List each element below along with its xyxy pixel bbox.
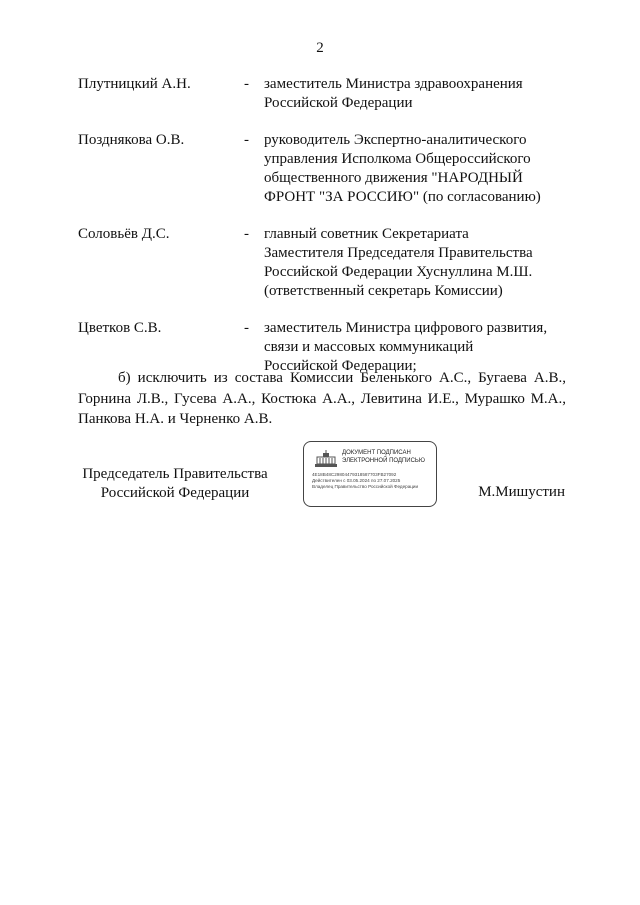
member-dash: - <box>244 132 249 148</box>
member-name: Плутницкий А.Н. <box>78 76 191 92</box>
member-dash: - <box>244 320 249 336</box>
member-row <box>78 75 568 113</box>
member-dash: - <box>244 226 249 242</box>
stamp-owner: Владелец Правительство Российской Федерации <box>312 484 419 489</box>
member-role: заместитель Министра цифрового развития, связи и массовых коммуникаций Российской Федерации; <box>264 320 548 374</box>
members-list <box>78 75 568 394</box>
member-name: Цветков С.В. <box>78 320 162 336</box>
stamp-title: ДОКУМЕНТ ПОДПИСАН ЭЛЕКТРОННОЙ ПОДПИСЬЮ <box>342 450 425 464</box>
member-name: Позднякова О.В. <box>78 132 185 148</box>
member-row <box>78 131 568 207</box>
member-role: руководитель Экспертно-аналитического управления Исполкома Общероссийского общественного движения "НАРОДНЫЙ ФРОНТ "ЗА РОССИЮ" (по согласованию) <box>264 132 541 205</box>
member-name: Соловьёв Д.С. <box>78 226 170 242</box>
member-role: главный советник Секретариата Заместителя Председателя Правительства Российской Федерации Хуснуллина М.Ш. (ответственный секретарь Комиссии) <box>264 226 533 299</box>
stamp-validity: Действителен с 03.05.2024 по 27.07.2025 <box>312 478 401 483</box>
electronic-signature-stamp <box>303 441 437 507</box>
signatory-name: М.Мишустин <box>478 484 565 500</box>
stamp-serial: 4E18B48C29804479318587703FB27092 <box>312 472 397 477</box>
stamp-details <box>312 472 434 490</box>
page-number: 2 <box>316 40 324 56</box>
member-role: заместитель Министра здравоохранения Российской Федерации <box>264 76 523 111</box>
government-building-icon <box>314 450 338 468</box>
exclusion-paragraph: б) исключить из состава Комиссии Беленького А.С., Бугаева А.В., Горнина Л.В., Гусева А.А., Костюка А.А., Левитина И.Е., Мурашко М.А., Панкова Н.А. и Черненко А.В. <box>78 370 566 427</box>
member-row <box>78 225 568 301</box>
signatory-title: Председатель Правительства Российской Федерации <box>82 466 268 501</box>
member-dash: - <box>244 76 249 92</box>
